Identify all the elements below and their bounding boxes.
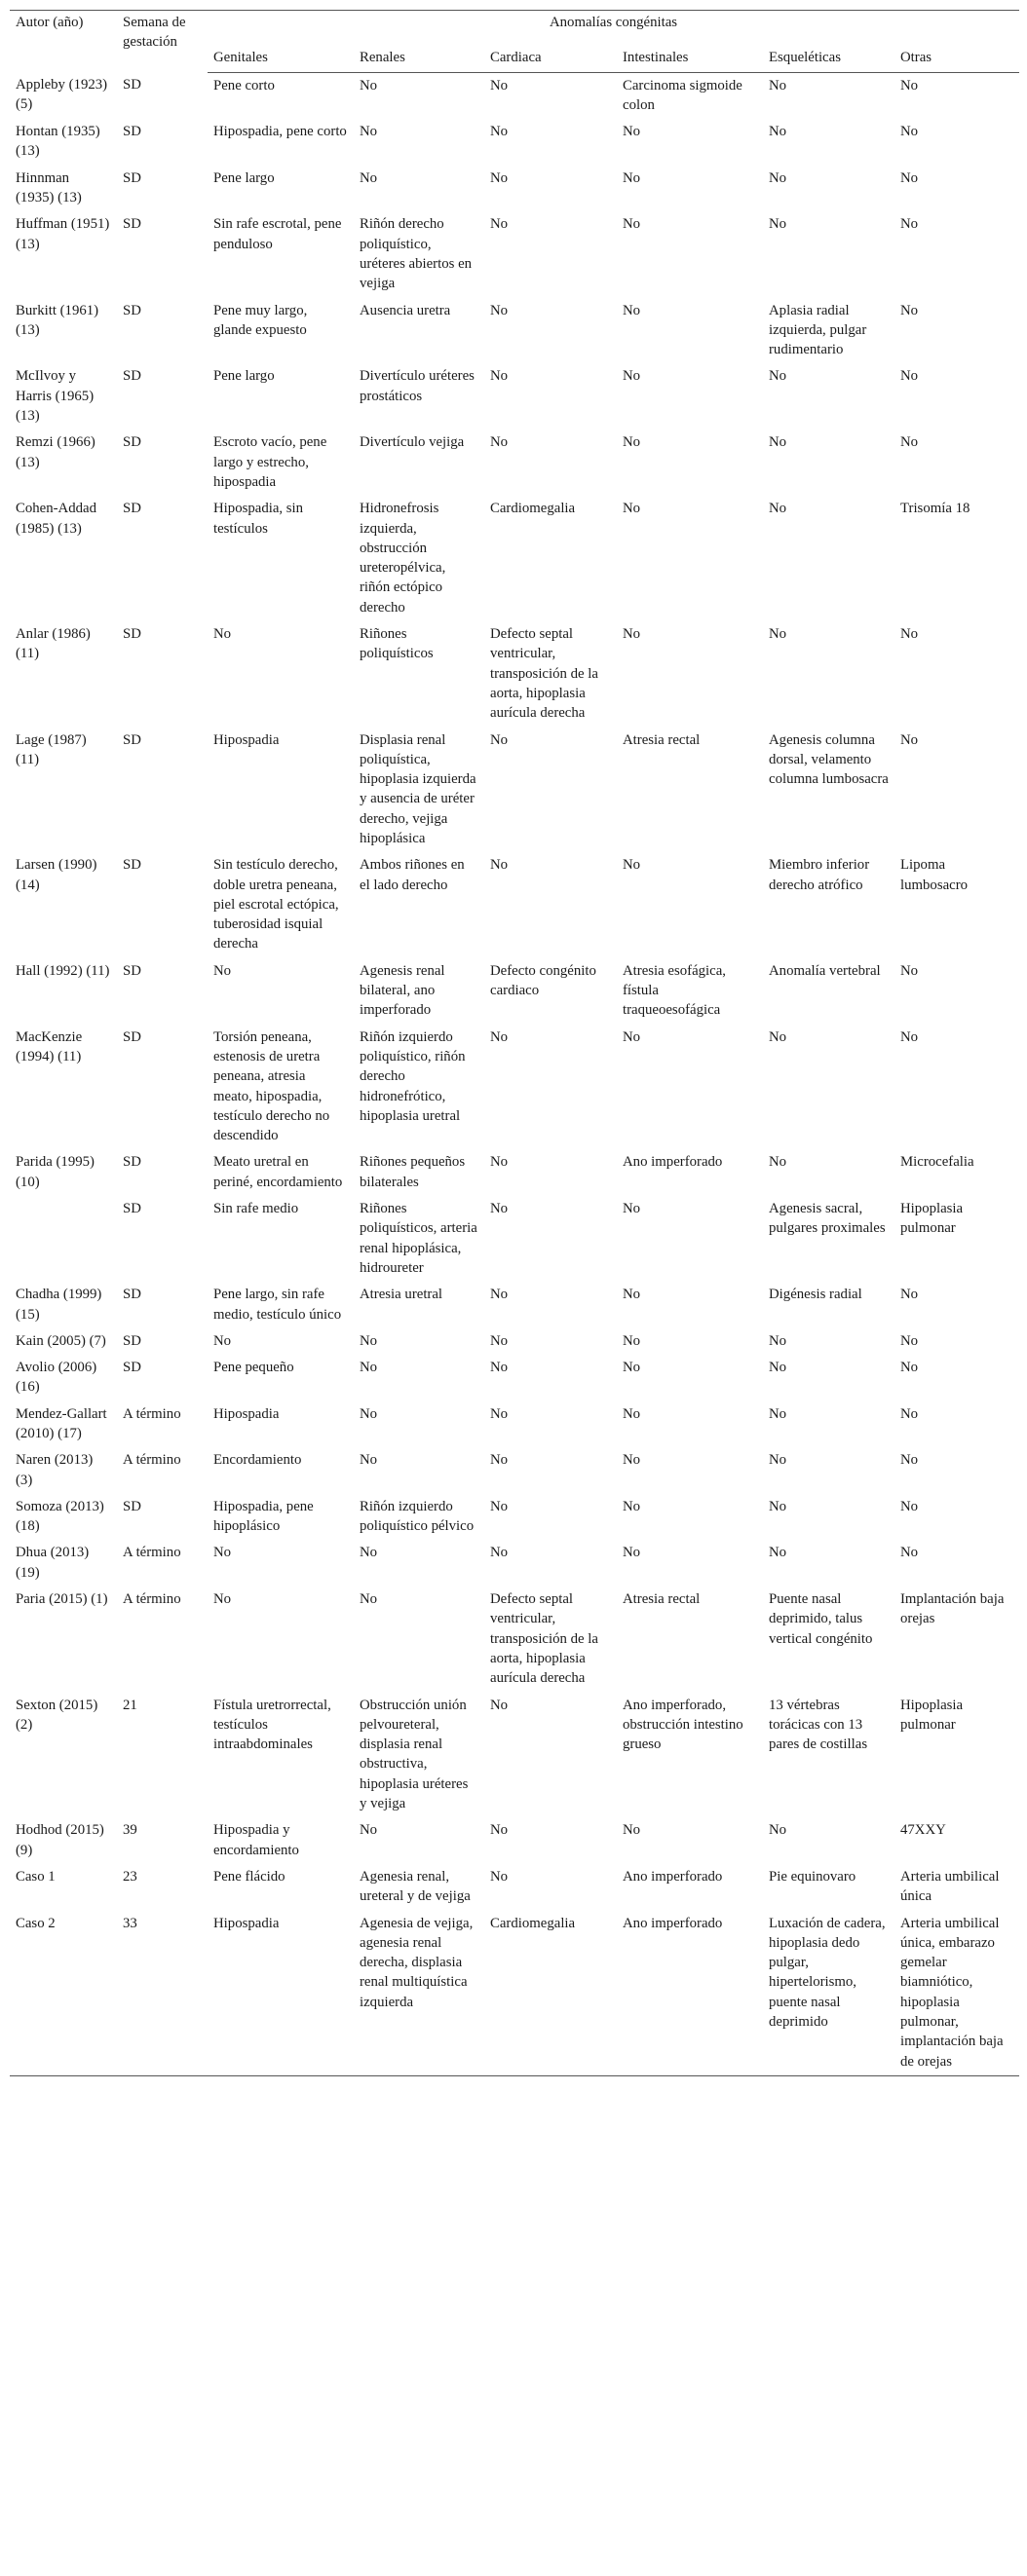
cell-author: Parida (1995) (10): [16, 1154, 95, 1190]
cell-cardiaca: No: [490, 1405, 509, 1422]
table-row: [10, 958, 1019, 1025]
cell-intestinales: Carcinoma sigmoide colon: [623, 77, 742, 113]
cell-week: SD: [123, 857, 141, 874]
cell-week: SD: [123, 1498, 141, 1514]
cell-intestinales: No: [623, 124, 641, 140]
cell-author: Caso 2: [10, 1911, 117, 2076]
cell-week: SD: [123, 1287, 141, 1303]
cell-week: SD: [123, 216, 141, 233]
cell-week: A término: [123, 1591, 181, 1608]
cell-renales: Agenesia de vejiga, agenesia renal derecha, displasia renal multiquística izquierda: [354, 1911, 484, 2076]
cell-cardiaca: Defecto congénito cardiaco: [490, 962, 596, 999]
cell-author: Hinnman (1935) (13): [16, 169, 82, 206]
cell-intestinales: No: [623, 1822, 641, 1839]
cell-esqueleticas: Digénesis radial: [769, 1287, 862, 1303]
cell-otras: No: [900, 1332, 919, 1349]
cell-renales: Riñones poliquísticos, arteria renal hipoplásica, hidroureter: [360, 1201, 477, 1276]
cell-esqueleticas: No: [769, 124, 787, 140]
cell-esqueleticas: Agenesis sacral, pulgares proximales: [769, 1201, 886, 1237]
table-row: [10, 1540, 1019, 1587]
cell-renales: Obstrucción unión pelvoureteral, displasia renal obstructiva, hipoplasia uréteres y vejiga: [360, 1697, 469, 1812]
table-row: [10, 211, 1019, 297]
cell-genitales: Hipospadia, sin testículos: [213, 501, 304, 537]
cell-renales: No: [360, 1360, 378, 1376]
table-row: [10, 1025, 1019, 1150]
cell-esqueleticas: Pie equinovaro: [769, 1868, 856, 1885]
cell-esqueleticas: No: [769, 368, 787, 385]
cell-intestinales: Ano imperforado: [623, 1868, 723, 1885]
cell-esqueleticas: Agenesis columna dorsal, velamento columna lumbosacra: [769, 731, 889, 788]
cell-author: Kain (2005) (7): [16, 1332, 106, 1349]
cell-genitales: Hipospadia, pene hipoplásico: [213, 1498, 314, 1535]
cell-intestinales: No: [623, 857, 641, 874]
cell-cardiaca: No: [490, 169, 509, 186]
cell-esqueleticas: No: [769, 1332, 787, 1349]
cell-cardiaca: No: [490, 857, 509, 874]
cell-renales: Ambos riñones en el lado derecho: [360, 857, 465, 893]
cell-week: SD: [123, 1028, 141, 1045]
cell-genitales: Pene pequeño: [213, 1360, 294, 1376]
cell-otras: No: [900, 626, 919, 643]
table-row: [10, 1494, 1019, 1541]
cell-esqueleticas: No: [769, 501, 787, 517]
cell-week: 39: [123, 1822, 137, 1839]
cell-otras: No: [900, 124, 919, 140]
cell-otras: No: [900, 216, 919, 233]
table-body: [10, 72, 1019, 2075]
cell-cardiaca: Cardiomegalia: [490, 501, 576, 517]
cell-renales: No: [360, 124, 378, 140]
cell-intestinales: No: [623, 368, 641, 385]
cell-cardiaca: Defecto septal ventricular, transposición de la aorta, hipoplasia aurícula derecha: [490, 1591, 598, 1687]
cell-genitales: Encordamiento: [213, 1452, 302, 1469]
cell-renales: Riñones poliquísticos: [360, 626, 434, 662]
cell-intestinales: Atresia rectal: [623, 1591, 701, 1608]
cell-esqueleticas: No: [769, 626, 787, 643]
table-row: [10, 1196, 1019, 1282]
cell-cardiaca: No: [490, 124, 509, 140]
cell-otras: No: [900, 1028, 919, 1045]
cell-cardiaca: No: [490, 302, 509, 318]
cell-otras: Arteria umbilical única: [900, 1868, 1000, 1905]
cell-week: A término: [123, 1545, 181, 1561]
cell-esqueleticas: Aplasia radial izquierda, pulgar rudimentario: [769, 302, 867, 358]
cell-otras: Hipoplasia pulmonar: [900, 1697, 964, 1733]
cell-week: SD: [123, 368, 141, 385]
cell-cardiaca: No: [490, 1201, 509, 1217]
cell-esqueleticas: No: [769, 1154, 787, 1171]
cell-author: Paria (2015) (1): [16, 1591, 108, 1608]
table-row: [10, 1911, 1019, 2076]
cell-week: 21: [123, 1697, 137, 1713]
cell-week: SD: [123, 1154, 141, 1171]
cell-intestinales: No: [623, 302, 641, 318]
cell-otras: No: [900, 731, 919, 748]
cell-renales: Displasia renal poliquística, hipoplasia izquierda y ausencia de uréter derecho, vejiga hipoplásica: [360, 731, 476, 846]
cell-author: Hontan (1935) (13): [16, 124, 100, 160]
header-genitales: Genitales: [208, 42, 354, 72]
cell-otras: No: [900, 169, 919, 186]
cell-author: Chadha (1999) (15): [16, 1287, 102, 1323]
cell-genitales: Pene largo: [213, 368, 275, 385]
cell-genitales: Hipospadia: [213, 1405, 280, 1422]
table-row: [10, 1149, 1019, 1196]
cell-esqueleticas: No: [769, 77, 787, 93]
cell-otras: Trisomía 18: [900, 501, 970, 517]
header-intestinales: Intestinales: [617, 42, 763, 72]
cell-intestinales: No: [623, 1545, 641, 1561]
cell-renales: Ausencia uretra: [360, 302, 451, 318]
cell-author: Hodhod (2015) (9): [16, 1822, 104, 1858]
cell-cardiaca: No: [490, 1545, 509, 1561]
table-row: [10, 166, 1019, 212]
cell-otras: No: [900, 962, 919, 979]
cell-week: SD: [123, 169, 141, 186]
cell-cardiaca: No: [490, 1332, 509, 1349]
cell-renales: No: [360, 1591, 378, 1608]
cell-genitales: Pene muy largo, glande expuesto: [213, 302, 308, 338]
cell-week: SD: [123, 124, 141, 140]
cell-genitales: Escroto vacío, pene largo y estrecho, hipospadia: [213, 434, 327, 490]
cell-esqueleticas: No: [769, 1822, 787, 1839]
cell-renales: No: [360, 1452, 378, 1469]
cell-week: SD: [123, 501, 141, 517]
cell-intestinales: Atresia esofágica, fístula traqueoesofágica: [623, 962, 726, 1019]
cell-author: Remzi (1966) (13): [16, 434, 95, 470]
cell-renales: Riñón izquierdo poliquístico, riñón derecho hidronefrótico, hipoplasia uretral: [360, 1028, 466, 1124]
table-row: [10, 1447, 1019, 1494]
cell-esqueleticas: No: [769, 169, 787, 186]
cell-renales: Riñón derecho poliquístico, uréteres abiertos en vejiga: [360, 216, 473, 292]
table-row: [10, 1328, 1019, 1355]
table-header: [10, 11, 1019, 73]
cell-renales: No: [360, 169, 378, 186]
table-row: [10, 621, 1019, 727]
cell-genitales: Hipospadia: [208, 1911, 354, 2076]
cell-esqueleticas: Luxación de cadera, hipoplasia dedo pulgar, hipertelorismo, puente nasal deprimido: [763, 1911, 894, 2076]
cell-otras: No: [900, 1360, 919, 1376]
cell-author: Burkitt (1961) (13): [16, 302, 99, 338]
cell-renales: Atresia uretral: [360, 1287, 443, 1303]
cell-renales: No: [360, 1405, 378, 1422]
cell-cardiaca: Defecto septal ventricular, transposición de la aorta, hipoplasia aurícula derecha: [490, 626, 598, 722]
cell-otras: No: [900, 302, 919, 318]
table-row: [10, 1864, 1019, 1911]
cell-renales: No: [360, 77, 378, 93]
cell-otras: No: [900, 77, 919, 93]
table-row: [10, 1401, 1019, 1448]
cell-week: A término: [123, 1405, 181, 1422]
cell-genitales: Hipospadia y encordamiento: [213, 1822, 299, 1858]
cell-renales: Agenesia renal, ureteral y de vejiga: [360, 1868, 471, 1905]
cell-week: SD: [123, 1201, 141, 1217]
table-row: [10, 298, 1019, 364]
cell-intestinales: No: [623, 1028, 641, 1045]
cell-cardiaca: No: [490, 1452, 509, 1469]
cell-genitales: Meato uretral en periné, encordamiento: [213, 1154, 343, 1190]
table-row: [10, 1587, 1019, 1692]
cell-author: [10, 1196, 117, 1282]
cell-week: SD: [123, 434, 141, 451]
cell-intestinales: No: [623, 1332, 641, 1349]
cell-otras: No: [900, 1405, 919, 1422]
cell-otras: No: [900, 1287, 919, 1303]
cell-author: Dhua (2013) (19): [16, 1545, 90, 1581]
cell-renales: Divertículo uréteres prostáticos: [360, 368, 475, 404]
table-row: [10, 429, 1019, 496]
cell-esqueleticas: No: [769, 216, 787, 233]
cell-genitales: Pene largo: [213, 169, 275, 186]
cell-author: Larsen (1990) (14): [16, 857, 97, 893]
cell-intestinales: No: [623, 1201, 641, 1217]
cell-cardiaca: No: [490, 1154, 509, 1171]
cell-author: Naren (2013) (3): [16, 1452, 94, 1488]
table-row: [10, 1355, 1019, 1401]
cell-genitales: Torsión peneana, estenosis de uretra peneana, atresia meato, hipospadia, testículo derecho no descendido: [213, 1028, 330, 1144]
cell-renales: Divertículo vejiga: [360, 434, 465, 451]
cell-intestinales: No: [623, 216, 641, 233]
cell-esqueleticas: No: [769, 1028, 787, 1045]
cell-otras: Arteria umbilical única, embarazo gemelar biamniótico, hipoplasia pulmonar, implantación baja de orejas: [894, 1911, 1019, 2076]
cell-esqueleticas: No: [769, 434, 787, 451]
cell-author: Lage (1987) (11): [16, 731, 87, 767]
cell-esqueleticas: 13 vértebras torácicas con 13 pares de costillas: [769, 1697, 868, 1753]
cell-week: SD: [123, 962, 141, 979]
cell-cardiaca: No: [490, 1028, 509, 1045]
cell-renales: Agenesis renal bilateral, ano imperforado: [360, 962, 445, 1019]
cell-week: SD: [123, 626, 141, 643]
table-row: [10, 496, 1019, 621]
cell-cardiaca: No: [490, 368, 509, 385]
header-otras: Otras: [894, 42, 1019, 72]
cell-renales: No: [360, 1545, 378, 1561]
cell-genitales: No: [213, 962, 232, 979]
cell-genitales: Sin rafe medio: [213, 1201, 299, 1217]
cell-intestinales: No: [623, 1287, 641, 1303]
header-esqueleticas: Esqueléticas: [763, 42, 894, 72]
cell-intestinales: No: [623, 1498, 641, 1514]
cell-author: McIlvoy y Harris (1965) (13): [16, 368, 95, 425]
cell-otras: No: [900, 1452, 919, 1469]
cell-cardiaca: No: [490, 1287, 509, 1303]
cell-cardiaca: No: [490, 77, 509, 93]
cell-esqueleticas: No: [769, 1498, 787, 1514]
cell-otras: Implantación baja orejas: [900, 1591, 1005, 1627]
cell-cardiaca: Cardiomegalia: [484, 1911, 617, 2076]
cell-genitales: Pene corto: [213, 77, 275, 93]
table-row: [10, 119, 1019, 166]
cell-week: SD: [123, 1332, 141, 1349]
cell-author: Mendez-Gallart (2010) (17): [16, 1405, 107, 1441]
cell-author: Somoza (2013) (18): [16, 1498, 104, 1535]
cell-renales: No: [360, 1822, 378, 1839]
cell-intestinales: No: [623, 1405, 641, 1422]
cell-week: SD: [123, 302, 141, 318]
cell-intestinales: No: [623, 1452, 641, 1469]
cell-genitales: No: [213, 1545, 232, 1561]
cell-author: Caso 1: [16, 1868, 56, 1885]
cell-genitales: No: [213, 1332, 232, 1349]
cell-week: SD: [123, 1360, 141, 1376]
cell-otras: No: [900, 1498, 919, 1514]
cell-renales: No: [360, 1332, 378, 1349]
table-row: [10, 852, 1019, 957]
cell-otras: 47XXY: [900, 1822, 946, 1839]
cell-intestinales: No: [623, 434, 641, 451]
cell-otras: Microcefalia: [900, 1154, 974, 1171]
cell-esqueleticas: No: [769, 1405, 787, 1422]
cell-cardiaca: No: [490, 216, 509, 233]
cell-cardiaca: No: [490, 1498, 509, 1514]
cell-week: SD: [123, 77, 141, 93]
cell-otras: No: [900, 368, 919, 385]
cell-week: SD: [123, 731, 141, 748]
cell-week: 33: [117, 1911, 208, 2076]
cell-intestinales: No: [623, 626, 641, 643]
cell-esqueleticas: No: [769, 1360, 787, 1376]
cell-cardiaca: No: [490, 1697, 509, 1713]
cell-otras: Lipoma lumbosacro: [900, 857, 969, 893]
cell-esqueleticas: No: [769, 1452, 787, 1469]
anomalies-table: [10, 10, 1019, 2076]
cell-author: Sexton (2015) (2): [16, 1697, 98, 1733]
cell-genitales: Hipospadia: [213, 731, 280, 748]
cell-week: 23: [123, 1868, 137, 1885]
cell-esqueleticas: No: [769, 1545, 787, 1561]
header-week: Semana de gestación: [117, 11, 208, 73]
cell-intestinales: Ano imperforado: [617, 1911, 763, 2076]
cell-genitales: Sin testículo derecho, doble uretra peneana, piel escrotal ectópica, tuberosidad isquial derecha: [213, 857, 339, 952]
cell-genitales: Pene largo, sin rafe medio, testículo único: [213, 1287, 342, 1323]
header-renales: Renales: [354, 42, 484, 72]
header-anomalies-group: Anomalías congénitas: [208, 11, 1019, 37]
cell-esqueleticas: Anomalía vertebral: [769, 962, 881, 979]
cell-renales: Hidronefrosis izquierda, obstrucción ureteropélvica, riñón ectópico derecho: [360, 501, 446, 616]
header-cardiaca: Cardiaca: [484, 42, 617, 72]
cell-cardiaca: No: [490, 1360, 509, 1376]
header-author: Autor (año): [10, 11, 117, 73]
cell-intestinales: No: [623, 501, 641, 517]
table-row: [10, 728, 1019, 853]
cell-genitales: Fístula uretrorrectal, testículos intraabdominales: [213, 1697, 331, 1753]
table-row: [10, 1693, 1019, 1818]
cell-author: Anlar (1986) (11): [16, 626, 91, 662]
cell-renales: Riñones pequeños bilaterales: [360, 1154, 466, 1190]
cell-week: A término: [123, 1452, 181, 1469]
cell-otras: No: [900, 1545, 919, 1561]
cell-author: Cohen-Addad (1985) (13): [16, 501, 97, 537]
cell-genitales: No: [213, 1591, 232, 1608]
cell-cardiaca: No: [490, 1822, 509, 1839]
cell-esqueleticas: Puente nasal deprimido, talus vertical congénito: [769, 1591, 873, 1647]
cell-cardiaca: No: [490, 731, 509, 748]
table-row: [10, 72, 1019, 119]
cell-intestinales: Ano imperforado, obstrucción intestino grueso: [623, 1697, 743, 1753]
cell-author: Appleby (1923) (5): [16, 77, 108, 113]
table-row: [10, 1817, 1019, 1864]
cell-intestinales: No: [623, 1360, 641, 1376]
table-row: [10, 363, 1019, 429]
cell-author: Avolio (2006) (16): [16, 1360, 97, 1396]
cell-otras: No: [900, 434, 919, 451]
cell-genitales: Sin rafe escrotal, pene penduloso: [213, 216, 342, 252]
cell-cardiaca: No: [490, 1868, 509, 1885]
cell-author: Huffman (1951) (13): [16, 216, 110, 252]
cell-esqueleticas: Miembro inferior derecho atrófico: [769, 857, 870, 893]
cell-genitales: Pene flácido: [213, 1868, 285, 1885]
cell-cardiaca: No: [490, 434, 509, 451]
table-row: [10, 1282, 1019, 1328]
cell-intestinales: Atresia rectal: [623, 731, 701, 748]
cell-renales: Riñón izquierdo poliquístico pélvico: [360, 1498, 475, 1535]
cell-otras: Hipoplasia pulmonar: [900, 1201, 964, 1237]
cell-author: Hall (1992) (11): [16, 962, 110, 979]
cell-genitales: Hipospadia, pene corto: [213, 124, 347, 140]
cell-intestinales: No: [623, 169, 641, 186]
cell-genitales: No: [213, 626, 232, 643]
cell-author: MacKenzie (1994) (11): [16, 1028, 83, 1064]
cell-intestinales: Ano imperforado: [623, 1154, 723, 1171]
